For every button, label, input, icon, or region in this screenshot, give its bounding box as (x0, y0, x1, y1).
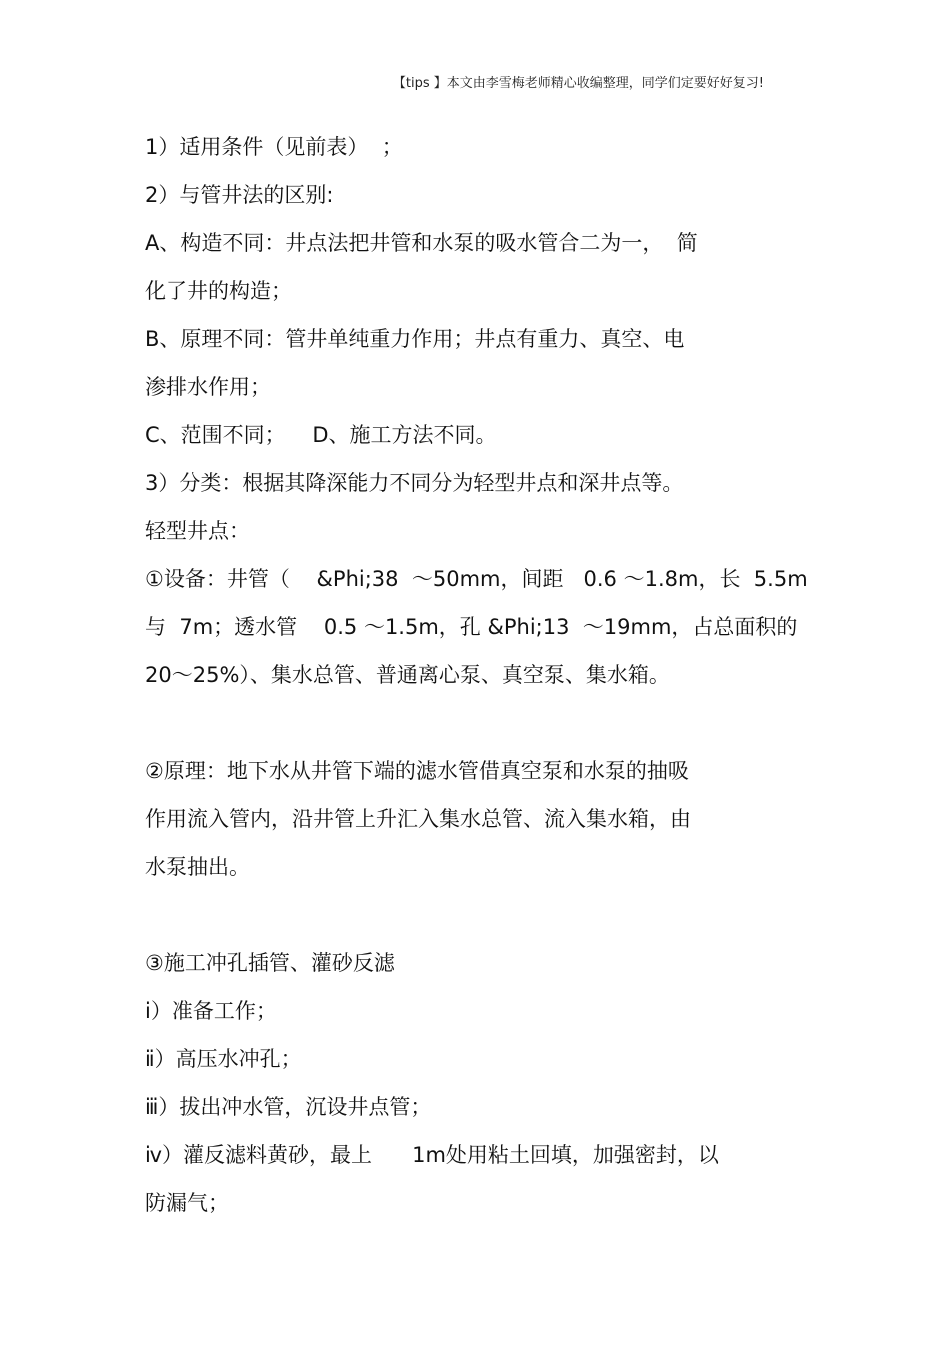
text-line-14: 作用流入管内，沿井管上升汇入集水总管、流入集水箱，由 (145, 807, 691, 831)
text-line-12: 20～25%）、集水总管、普通离心泵、真空泵、集水箱。 (145, 663, 670, 687)
text-line-2: 2）与管井法的区别: (145, 183, 334, 207)
text-line-4: 化了井的构造； (145, 279, 292, 303)
text-line-21: 防漏气； (145, 1191, 229, 1215)
text-line-20: ⅳ）灌反滤料黄砂，最上 1m处用粘土回填，加强密封，以 (145, 1143, 719, 1167)
text-line-1: 1）适用条件（见前表） ； (145, 135, 403, 159)
text-line-17: ⅰ）准备工作； (145, 999, 277, 1023)
text-line-3: A、构造不同：井点法把井管和水泵的吸水管合二为一， 简 (145, 231, 698, 255)
text-line-7: C、范围不同； D、施工方法不同。 (145, 423, 497, 447)
text-line-8: 3）分类：根据其降深能力不同分为轻型井点和深井点等。 (145, 471, 684, 495)
text-line-6: 渗排水作用； (145, 375, 271, 399)
text-line-15: 水泵抽出。 (145, 855, 250, 879)
text-line-9: 轻型井点： (145, 519, 250, 543)
text-line-16: ③施工冲孔插管、灌砂反滤 (145, 951, 395, 975)
text-line-13: ②原理：地下水从井管下端的滤水管借真空泵和水泵的抽吸 (145, 759, 689, 783)
text-line-5: B、原理不同：管井单纯重力作用；井点有重力、真空、电 (145, 327, 685, 351)
text-line-19: ⅲ）拔出冲水管，沉设井点管； (145, 1095, 432, 1119)
header-tip: 【tips 】本文由李雪梅老师精心收编整理，同学们定要好好复习! (392, 76, 764, 91)
text-line-10: ①设备：井管（ &Phi;38 ～50mm，间距 0.6 ～1.8m，长 5.5m (145, 567, 808, 591)
text-line-11: 与 7m；透水管 0.5 ～1.5m，孔 &Phi;13 ～19mm，占总面积的 (145, 615, 798, 639)
text-line-18: ⅱ）高压水冲孔； (145, 1047, 302, 1071)
